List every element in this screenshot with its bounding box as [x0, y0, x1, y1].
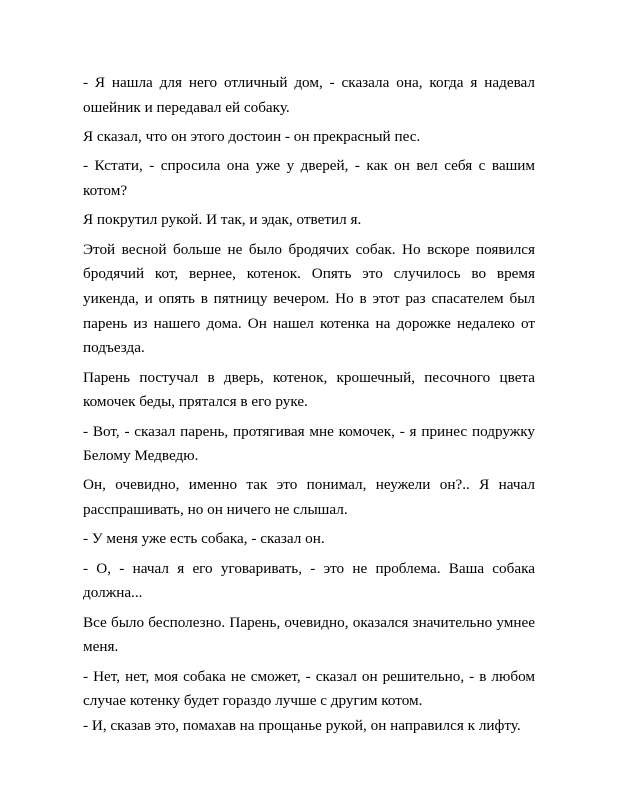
paragraph: - И, сказав это, помахав на прощанье рукой, он направился к лифту.	[83, 717, 521, 735]
paragraph: - У меня уже есть собака, - сказал он.	[83, 530, 325, 548]
paragraph: - О, - начал я его уговаривать, - это не проблема. Ваша собака должна...	[83, 559, 535, 602]
paragraph: - Я нашла для него отличный дом, - сказала она, когда я надевал ошейник и передавал ей собаку.	[83, 74, 535, 116]
paragraph: - Нет, нет, моя собака не сможет, - сказал он решительно, - в любом случае котенку будет гораздо лучше с другим котом.	[83, 667, 535, 710]
paragraph: Я покрутил рукой. И так, и эдак, ответил я.	[83, 211, 362, 229]
paragraph: Этой весной больше не было бродячих собак. Но вскоре появился бродячий кот, вернее, котенок. Опять это случилось во время уикенда, и опять в пятницу вечером. Но в этот раз спасателем был парень из нашего дома. Он нашел котенка на дорожке недалеко от подъезда.	[83, 240, 535, 357]
paragraph: Все было бесполезно. Парень, очевидно, оказался значительно умнее меня.	[83, 613, 535, 656]
document-body	[83, 71, 535, 743]
paragraph: Я сказал, что он этого достоин - он прекрасный пес.	[83, 127, 421, 145]
paragraph: - Кстати, - спросила она уже у дверей, - как он вел себя с вашим котом?	[83, 157, 535, 199]
paragraph: Парень постучал в дверь, котенок, крошечный, песочного цвета комочек беды, прятался в его руке.	[83, 368, 535, 411]
paragraph: - Вот, - сказал парень, протягивая мне комочек, - я принес подружку Белому Медведю.	[83, 422, 535, 465]
paragraph: Он, очевидно, именно так это понимал, неужели он?.. Я начал расспрашивать, но он ничего не слышал.	[83, 476, 535, 519]
